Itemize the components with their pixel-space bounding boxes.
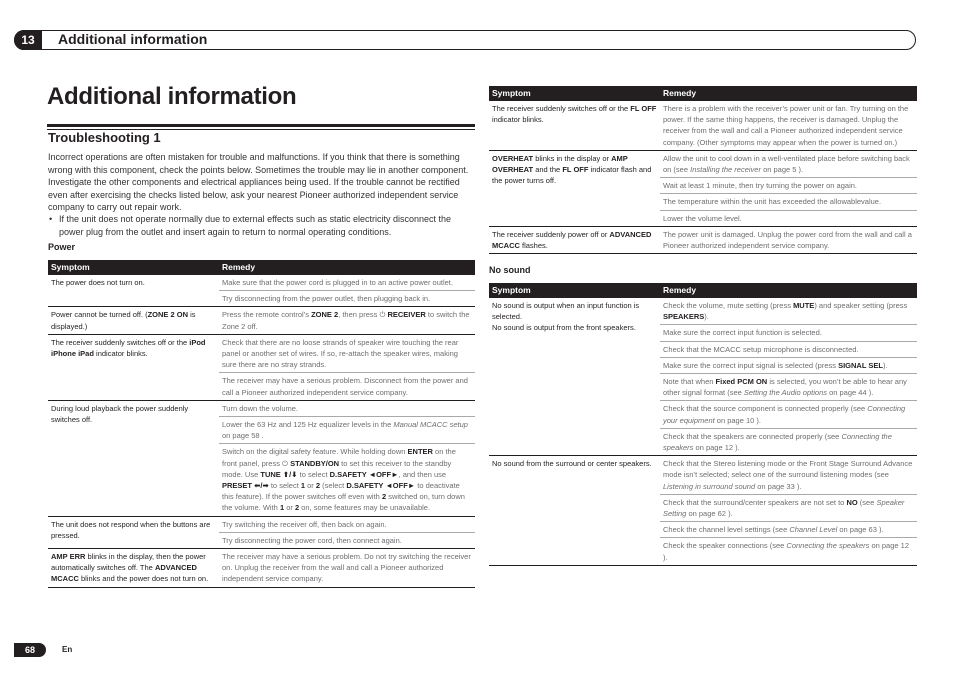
power-table	[48, 260, 475, 588]
symptom-cell: During loud playback the power suddenly switches off.	[48, 400, 219, 516]
page-language: En	[62, 645, 73, 654]
symptom-cell: The receiver suddenly switches off or the FL OFF indicator blinks.	[489, 101, 660, 150]
symptom-cell: No sound is output when an input function is selected. No sound is output from the front speakers.	[489, 298, 660, 456]
remedy-cell: Try disconnecting the power cord, then connect again.	[219, 532, 475, 548]
table-row	[489, 150, 917, 177]
table-row	[48, 334, 475, 373]
table-header-row	[48, 260, 475, 275]
table-header-row	[489, 283, 917, 298]
remedy-cell: Check the channel level settings (see Channel Level on page 63 ).	[660, 522, 917, 538]
page-title: Additional information	[47, 83, 297, 110]
remedy-cell: Check the volume, mute setting (press MUTE) and speaker setting (press SPEAKERS).	[660, 298, 917, 325]
chapter-number: 13	[14, 30, 42, 50]
symptom-cell: Power cannot be turned off. (ZONE 2 ON is displayed.)	[48, 307, 219, 334]
intro-text: Incorrect operations are often mistaken for trouble and malfunctions. If you think that there is something wrong with this component, check the points below. Sometimes the trouble may lie in another component. Investigate the other components and electrical appliances being used. If the trouble cannot be rectified even after exercising the checks listed below, ask your nearest Pioneer authorized independent service company to carry out repair work.	[48, 152, 469, 212]
symptom-cell: No sound from the surround or center speakers.	[489, 456, 660, 566]
table-row	[48, 275, 475, 291]
remedy-cell: Allow the unit to cool down in a well-ventilated place before switching back on (see Installing the receiver on page 5 ).	[660, 150, 917, 177]
remedy-cell: Check that the surround/center speakers are not set to NO (see Speaker Setting on page 62 ).	[660, 494, 917, 521]
remedy-cell: The receiver may have a serious problem. Do not try switching the receiver on. Unplug the receiver from the wall and call a Pioneer authorized independent service company.	[219, 549, 475, 588]
symptom-header: Symptom	[48, 260, 219, 275]
remedy-header: Remedy	[219, 260, 475, 275]
remedy-cell: Turn down the volume.	[219, 400, 475, 416]
table-row	[489, 101, 917, 150]
page-number: 68	[14, 643, 46, 657]
symptom-cell: The power does not turn on.	[48, 275, 219, 307]
section-title: Troubleshooting 1	[48, 130, 161, 145]
table-header-row	[489, 86, 917, 101]
remedy-cell: The temperature within the unit has exceeded the allowablevalue.	[660, 194, 917, 210]
symptom-cell: OVERHEAT blinks in the display or AMP OVERHEAT and the FL OFF indicator flash and the power turns off.	[489, 150, 660, 226]
remedy-cell: Try disconnecting from the power outlet, then plugging back in.	[219, 291, 475, 307]
remedy-cell: Check that the speakers are connected properly (see Connecting the speakers on page 12 ).	[660, 428, 917, 455]
no-sound-table-label: No sound	[489, 265, 531, 275]
chapter-title: Additional information	[58, 31, 208, 47]
symptom-cell: The receiver suddenly power off or ADVANCED MCACC flashes.	[489, 226, 660, 253]
remedy-cell: Check that the MCACC setup microphone is disconnected.	[660, 341, 917, 357]
remedy-cell: Make sure that the power cord is plugged in to an active power outlet.	[219, 275, 475, 291]
power-table-continued	[489, 86, 917, 254]
table-row	[48, 516, 475, 532]
remedy-cell: Make sure the correct input signal is selected (press SIGNAL SEL).	[660, 357, 917, 373]
table-row	[489, 456, 917, 495]
bullet-note	[48, 213, 476, 238]
symptom-header: Symptom	[489, 283, 660, 298]
symptom-header: Symptom	[489, 86, 660, 101]
symptom-cell: The receiver suddenly switches off or the iPod iPhone iPad indicator blinks.	[48, 334, 219, 400]
table-row	[48, 400, 475, 416]
remedy-cell: Check that there are no loose strands of speaker wire touching the rear panel or another set of wires. If so, re-attach the speaker wires, making sure there are no stray strands.	[219, 334, 475, 373]
remedy-cell: Check the speaker connections (see Connecting the speakers on page 12 ).	[660, 538, 917, 565]
remedy-cell: Check that the Stereo listening mode or the Front Stage Surround Advance mode isn’t selected; select one of the surround listening modes (see Listening in surround sound on page 33 ).	[660, 456, 917, 495]
remedy-cell: Switch on the digital safety feature. While holding down ENTER on the front panel, press ⏻ STANDBY/ON to set this receiver to the standby mode. Use TUNE ⬆/⬇ to select D.SAFETY ◄OFF►, and then use PRESET ⬅/➡ to select 1 or 2 (select D.SAFETY ◄OFF► to deactivate this feature). If the power switches off even with 2 switched on, turn down the volume. With 1 or 2 on, some features may be unavailable.	[219, 444, 475, 516]
remedy-cell: The receiver may have a serious problem. Disconnect from the power and call a Pioneer authorized independent service company.	[219, 373, 475, 400]
remedy-cell: Lower the volume level.	[660, 210, 917, 226]
table-row	[48, 549, 475, 588]
remedy-cell: Make sure the correct input function is selected.	[660, 325, 917, 341]
table-row	[489, 226, 917, 253]
remedy-cell: Wait at least 1 minute, then try turning the power on again.	[660, 178, 917, 194]
remedy-cell: The power unit is damaged. Unplug the power cord from the wall and call a Pioneer authorized independent service company.	[660, 226, 917, 253]
remedy-header: Remedy	[660, 86, 917, 101]
remedy-cell: Press the remote control’s ZONE 2, then press ⏻ RECEIVER to switch the Zone 2 off.	[219, 307, 475, 334]
remedy-cell: Note that when Fixed PCM ON is selected, you won’t be able to hear any other signal format (see Setting the Audio options on page 44 ).	[660, 374, 917, 401]
remedy-cell: Lower the 63 Hz and 125 Hz equalizer levels in the Manual MCACC setup on page 58 .	[219, 417, 475, 444]
table-row	[489, 298, 917, 325]
remedy-header: Remedy	[660, 283, 917, 298]
intro-paragraph	[48, 151, 476, 214]
remedy-cell: There is a problem with the receiver’s power unit or fan. Try turning on the power. If the same thing happens, the receiver is damaged. Unplug the receiver from the wall and call a Pioneer authorized independent service company. (Other symptoms may appear when the power is turned on.)	[660, 101, 917, 150]
bullet-icon: •	[49, 214, 53, 224]
remedy-cell: Try switching the receiver off, then back on again.	[219, 516, 475, 532]
table-row	[48, 307, 475, 334]
title-rule	[47, 124, 475, 127]
no-sound-table	[489, 283, 917, 566]
symptom-cell: The unit does not respond when the buttons are pressed.	[48, 516, 219, 548]
bullet-text: If the unit does not operate normally due to external effects such as static electricity disconnect the power plug from the outlet and insert again to return to normal operating conditions.	[59, 214, 452, 237]
symptom-cell: AMP ERR blinks in the display, then the power automatically switches off. The ADVANCED MCACC blinks and the power does not turn on.	[48, 549, 219, 588]
remedy-cell: Check that the source component is connected properly (see Connecting your equipment on page 10 ).	[660, 401, 917, 428]
power-table-label: Power	[48, 242, 76, 252]
